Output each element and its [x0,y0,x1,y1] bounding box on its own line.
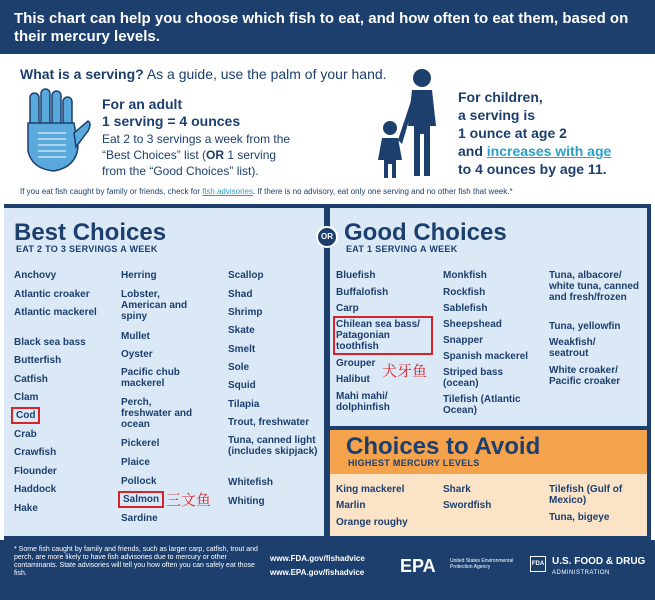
fish-item: Black sea bass [14,337,86,348]
advisory-note-a: If you eat fish caught by family or friends, check for [20,187,203,196]
footer-note: * Some fish caught by family and friends, such as larger carp, catfish, trout and perch, are more likely to have fish advisories due to mercury or other contaminants. State advisories will tell you how often you can safely eat those fish. [14,546,258,577]
fish-item: Shrimp [228,307,263,318]
fda-url-link[interactable]: www.FDA.gov/fishadvice [270,554,365,563]
fish-item: Whiting [228,496,265,507]
epa-logo [400,554,520,584]
fish-item: Carp [336,303,359,314]
or-badge: OR [316,226,338,248]
increases-with-age-link[interactable]: increases with age [486,143,612,159]
epa-agency-text: United States Environmental Protection Agency [450,558,514,570]
page-header [0,0,655,54]
advisory-note-b: . If there is no advisory, eat only one serving and no other fish that week.* [253,187,513,196]
adult-amount: 1 serving = 4 ounces [102,113,241,129]
kids-line-4 [458,142,648,160]
child-figures-icon [372,64,452,184]
fish-advisories-link[interactable]: fish advisories [202,187,253,196]
adult-desc-2a: “Best Choices” list ( [102,148,207,162]
fish-item: Sheepshead [443,319,502,330]
fish-item: Spanish mackerel [443,351,529,362]
fish-item: Herring [121,270,157,281]
fish-item: Butterfish [14,355,62,366]
kids-line-5: to 4 ounces by age 11. [458,161,607,177]
kids-line-2: a serving is [458,107,536,123]
fish-item: Tuna, albacore/ white tuna, canned and fresh/frozen [549,270,640,303]
fish-item: Mahi mahi/ dolphinfish [336,391,390,413]
fish-item: Tuna, yellowfin [549,321,621,332]
kids-line-1: For children, [458,89,543,105]
epa-url-link[interactable]: www.EPA.gov/fishadvice [270,568,365,577]
header-text: This chart can help you choose which fish to eat, and how often to eat them, based on their mercury levels. [14,10,629,45]
kids-line-4a: and [458,143,487,159]
serving-question-rest: As a guide, use the palm of your hand. [143,66,387,82]
fish-item: Orange roughy [336,517,408,528]
fish-item: Trout, freshwater [228,417,310,428]
fish-item: Buffalofish [336,287,389,298]
fish-item-cod-highlighted: Cod [16,410,36,421]
best-choices-subtitle: EAT 2 TO 3 SERVINGS A WEEK [16,244,158,254]
fish-item: Squid [228,380,256,391]
kids-serving [458,88,648,178]
fish-item: Scallop [228,270,264,281]
fish-item: Tilapia [228,399,260,410]
fish-item: Haddock [14,484,57,495]
best-choices-title: Best Choices [14,219,167,246]
fish-item: Mullet [121,331,150,342]
serving-question [20,66,387,82]
fish-item-toothfish-highlighted: Chilean sea bass/ Patagonian toothfish [336,319,430,352]
adult-desc-or: OR [206,148,225,162]
adult-desc-2 [102,148,332,162]
fda-logo [530,554,650,584]
adult-desc-3: from the “Good Choices” list). [102,164,259,178]
fish-item: Whitefish [228,477,273,488]
kids-line-3: 1 ounce at age 2 [458,125,567,141]
fish-item: King mackerel [336,484,405,495]
fish-item: Atlantic croaker [14,289,90,300]
epa-logo-text: EPA [400,556,436,576]
fish-item: Shad [228,289,253,300]
fish-item: Flounder [14,466,57,477]
fish-item: Plaice [121,457,150,468]
fish-item: Swordfish [443,500,492,511]
avoid-subtitle: HIGHEST MERCURY LEVELS [348,458,480,468]
adult-desc-2b: 1 serving [224,148,277,162]
good-choices-subtitle: EAT 1 SERVING A WEEK [346,244,458,254]
fish-item: Marlin [336,500,366,511]
adult-desc-1: Eat 2 to 3 servings a week from the [102,132,291,146]
fish-item: Crab [14,429,37,440]
fish-item: Sablefish [443,303,488,314]
fish-item: Snapper [443,335,484,346]
salmon-chinese-label: 三文鱼 [166,491,212,509]
fish-item: Sardine [121,513,158,524]
fish-item: Pickerel [121,438,160,449]
fish-item: Shark [443,484,471,495]
fish-item: Crawfish [14,447,57,458]
fish-item: Clam [14,392,39,403]
fish-item: Skate [228,325,255,336]
fish-item: Atlantic mackerel [14,307,97,318]
fish-item: Smelt [228,344,256,355]
serving-section [0,54,655,204]
fish-item: Hake [14,503,38,514]
adult-serving [102,96,332,178]
fish-item: Sole [228,362,250,373]
toothfish-chinese-label: 犬牙鱼 [382,362,428,380]
fish-item: Catfish [14,374,48,385]
good-choices-title: Good Choices [344,219,507,246]
fish-item: Tuna, bigeye [549,512,610,523]
footer [0,540,655,600]
fish-item: Perch, freshwater and ocean [121,397,193,430]
fish-item: Oyster [121,349,153,360]
fish-item: Bluefish [336,270,376,281]
advisory-note [20,187,640,196]
fish-item: Rockfish [443,287,486,298]
fda-logo-box: FDA [530,556,546,572]
footer-urls [270,552,365,580]
fish-item: Monkfish [443,270,487,281]
fish-item: Lobster, American and spiny [121,289,188,322]
serving-question-bold: What is a serving? [20,66,144,82]
avoid-title: Choices to Avoid [346,433,541,460]
adult-title: For an adult [102,96,183,112]
fda-sub: ADMINISTRATION [552,570,610,576]
fish-item: Pacific chub mackerel [121,367,180,389]
fish-item: Tilefish (Atlantic Ocean) [443,394,521,416]
fish-item: Grouper [336,358,376,369]
hand-icon [16,87,94,175]
fish-item-salmon-highlighted: Salmon [123,494,160,505]
fish-item: Tilefish (Gulf of Mexico) [549,484,623,506]
fish-item: Pollock [121,476,157,487]
fish-item: Halibut [336,374,370,385]
fish-item: Striped bass (ocean) [443,367,504,389]
fish-item: Anchovy [14,270,57,281]
fish-item: Weakfish/ seatrout [549,337,596,359]
fda-name: U.S. FOOD & DRUG [552,556,646,567]
fish-item: Tuna, canned light (includes skipjack) [228,435,318,457]
fish-item: White croaker/ Pacific croaker [549,365,621,387]
